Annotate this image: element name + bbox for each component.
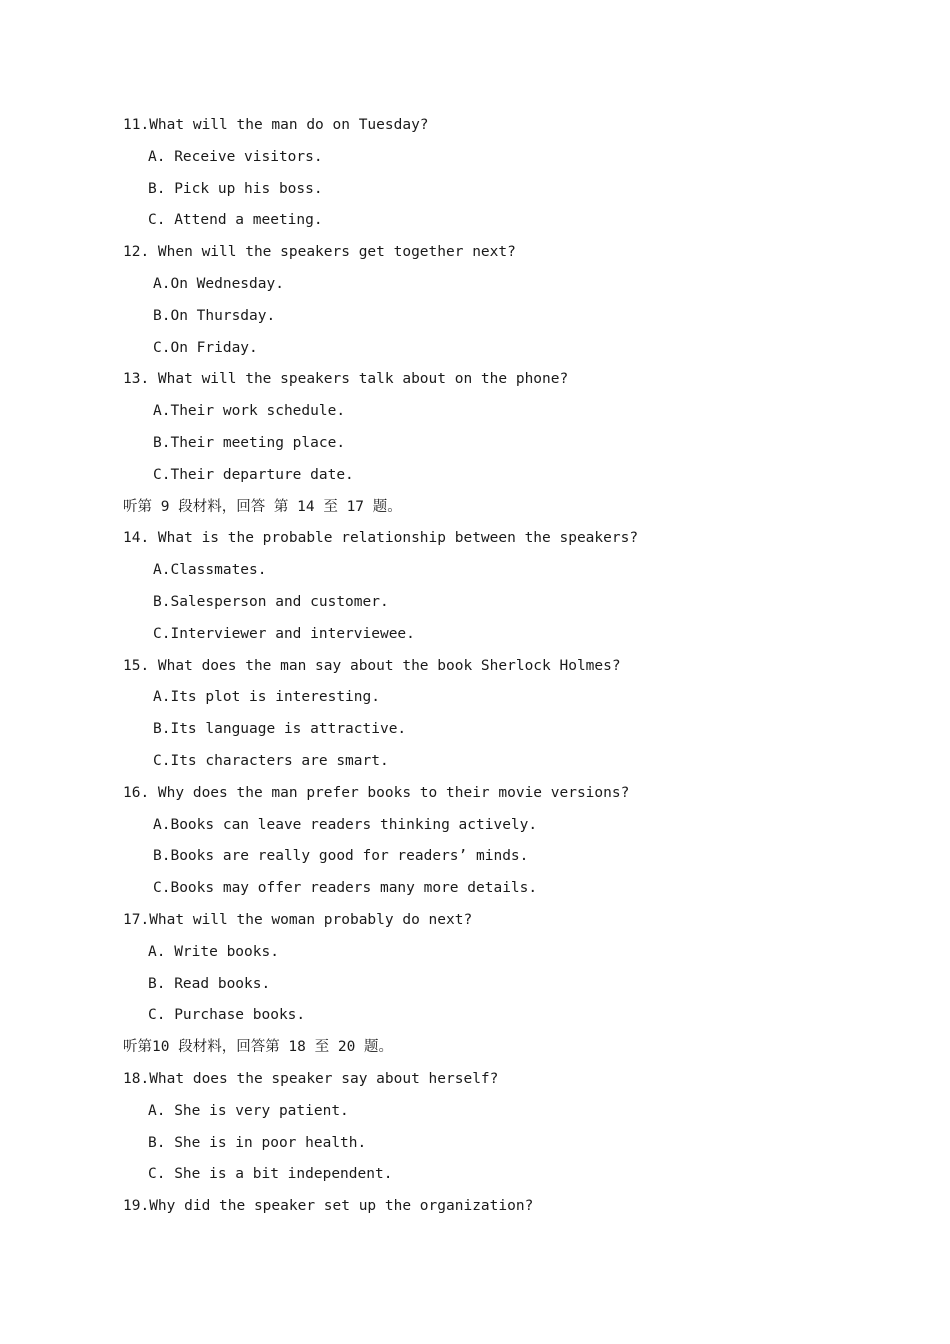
- document-page: [123, 110, 903, 1223]
- answer-option: A.On Wednesday.: [153, 275, 284, 292]
- section-instruction: 听第 9 段材料，回答 第 14 至 17 题。: [123, 498, 402, 515]
- answer-option: C.Its characters are smart.: [153, 752, 389, 769]
- answer-option: C. She is a bit independent.: [148, 1166, 393, 1183]
- answer-option: B. Pick up his boss.: [148, 180, 323, 197]
- question-line: 12. When will the speakers get together next?: [123, 244, 516, 261]
- answer-option: B. She is in poor health.: [148, 1134, 367, 1151]
- answer-option: A.Books can leave readers thinking actively.: [153, 816, 538, 833]
- question-line: 18.What does the speaker say about herself?: [123, 1070, 499, 1087]
- answer-option: A. She is very patient.: [148, 1102, 349, 1119]
- question-line: 19.Why did the speaker set up the organization?: [123, 1198, 534, 1215]
- question-line: 15. What does the man say about the book Sherlock Holmes?: [123, 657, 621, 674]
- answer-option: B.On Thursday.: [153, 307, 276, 324]
- answer-option: C. Purchase books.: [148, 1007, 306, 1024]
- answer-option: A.Their work schedule.: [153, 403, 346, 420]
- answer-option: C.Interviewer and interviewee.: [153, 625, 415, 642]
- answer-option: C.On Friday.: [153, 339, 258, 356]
- answer-option: B.Salesperson and customer.: [153, 593, 389, 610]
- answer-option: B.Its language is attractive.: [153, 721, 407, 738]
- question-line: 17.What will the woman probably do next?: [123, 911, 473, 928]
- question-line: 14. What is the probable relationship between the speakers?: [123, 530, 639, 547]
- answer-option: A. Write books.: [148, 943, 279, 960]
- question-line: 16. Why does the man prefer books to their movie versions?: [123, 784, 630, 801]
- answer-option: B.Their meeting place.: [153, 434, 346, 451]
- answer-option: C.Their departure date.: [153, 466, 354, 483]
- question-line: 11.What will the man do on Tuesday?: [123, 117, 429, 133]
- answer-option: C.Books may offer readers many more details.: [153, 880, 538, 897]
- answer-option: A.Its plot is interesting.: [153, 689, 380, 706]
- answer-option: B. Read books.: [148, 975, 271, 992]
- question-line: 13. What will the speakers talk about on the phone?: [123, 371, 569, 388]
- answer-option: A. Receive visitors.: [148, 148, 323, 165]
- answer-option: C. Attend a meeting.: [148, 212, 323, 229]
- answer-option: A.Classmates.: [153, 562, 267, 579]
- answer-option: B.Books are really good for readers’ minds.: [153, 848, 529, 865]
- section-instruction: 听第10 段材料，回答第 18 至 20 题。: [123, 1039, 394, 1056]
